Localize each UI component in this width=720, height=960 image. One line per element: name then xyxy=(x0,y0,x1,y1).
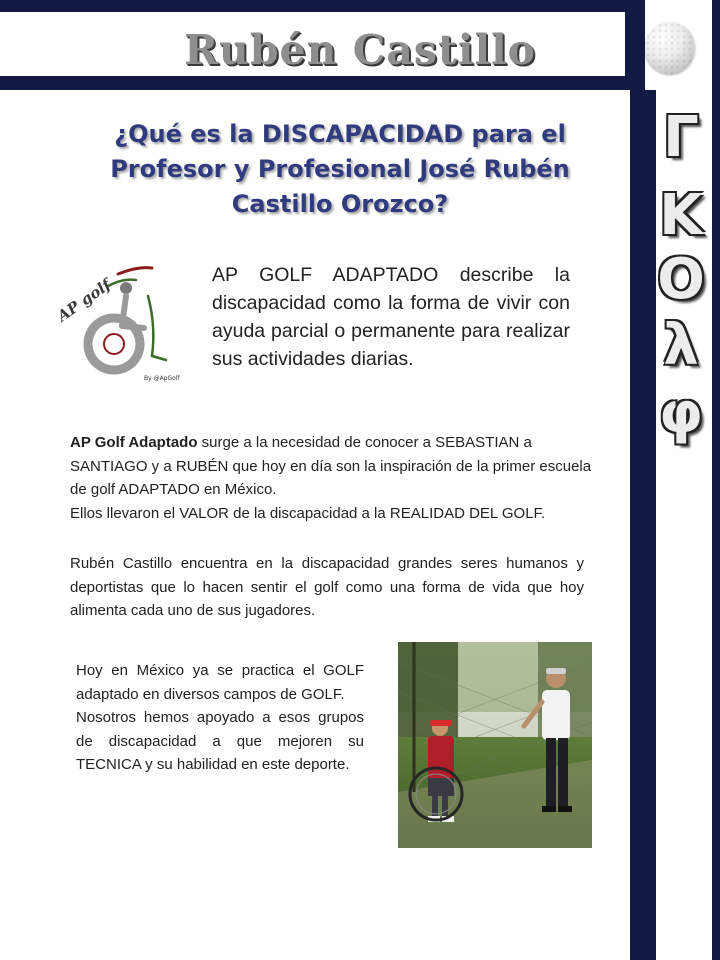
golf-lesson-photo xyxy=(398,642,592,848)
header-banner xyxy=(0,12,625,76)
golf-lesson-photo-graphic xyxy=(398,642,592,848)
greek-letter-phi: φ xyxy=(659,381,703,446)
ap-golf-logo-graphic xyxy=(48,256,188,388)
page-heading: ¿Qué es la DISCAPACIDAD para el Profesor y Profesional José Rubén Castillo Orozco? xyxy=(110,120,570,218)
paragraph-golf-mexico-a: Hoy en México ya se practica el GOLF adaptado en diversos campos de GOLF. xyxy=(76,662,364,703)
ap-golf-logo xyxy=(48,256,188,388)
logo-subtext: By @ApGolf xyxy=(144,375,180,382)
paragraph-ap-golf-origin-line1 xyxy=(70,431,594,502)
paragraph-golf-mexico-b: Nosotros hemos apoyado a esos grupos de discapacidad a que mejoren su TECNICA y su habilidad en este deporte. xyxy=(76,709,364,773)
site-title: Rubén Castillo xyxy=(183,26,536,74)
ap-golf-adaptado-bold: AP Golf Adaptado xyxy=(70,434,198,451)
logo-text: AP golf xyxy=(53,275,115,326)
paragraph-ap-golf-origin-line2: Ellos llevaron el VALOR de la discapacidad a la REALIDAD DEL GOLF. xyxy=(70,504,546,522)
golf-ball-icon xyxy=(645,22,695,74)
greek-letter-gamma: Γ xyxy=(663,105,699,170)
right-edge-bar xyxy=(712,0,720,960)
paragraph-ap-golf-origin xyxy=(70,431,594,525)
ap-golf-origin-text: surge a la necesidad de conocer a SEBASTIAN a SANTIAGO y a RUBÉN que hoy en día son la inspiración de la primer escuela de golf ADAPTADO en México. xyxy=(70,434,592,498)
greek-letter-kappa: Κ xyxy=(659,183,703,248)
paragraph-golf-mexico xyxy=(76,659,364,777)
paragraph-ruben-castillo: Rubén Castillo encuentra en la discapacidad grandes seres humanos y deportistas que lo hacen sentir el golf como una forma de vida que hoy alimenta cada uno de sus jugadores. xyxy=(70,555,584,619)
intro-paragraph: AP GOLF ADAPTADO describe la discapacidad como la forma de vivir con ayuda parcial o permanente para realizar sus actividades diarias. xyxy=(212,264,570,370)
greek-letter-lambda: λ xyxy=(663,313,699,378)
greek-letter-omicron: Ο xyxy=(657,247,705,312)
